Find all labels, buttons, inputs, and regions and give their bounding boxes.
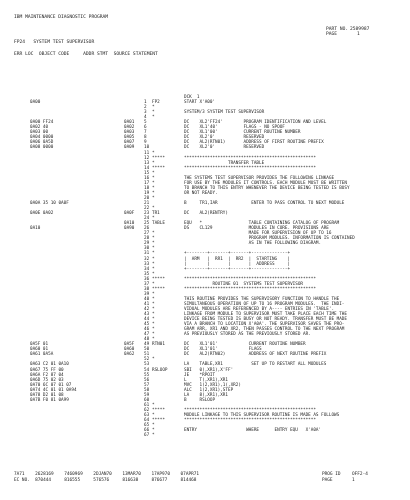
listing-stmt: 29 xyxy=(144,241,150,247)
listing-addr: 0A01 xyxy=(124,120,135,126)
listing-addr: 0A5F xyxy=(124,342,135,348)
listing-loc: 0A03 00 xyxy=(30,130,49,136)
listing-stmt: 13 xyxy=(144,160,150,166)
page-number: 1 xyxy=(357,32,360,37)
prog-id-label: PROG ID xyxy=(322,472,341,477)
listing-src: DC XL1'01' FLAGS xyxy=(184,347,262,353)
listing-src: DEVICE BEING TESTED IS BUSY OR NOT READY. TRANSFER MUST BE MADE xyxy=(184,317,347,323)
listing-stmt: 63 xyxy=(144,412,150,418)
listing-src: | ARM | RR1 | RR2 | STARTING | xyxy=(184,256,291,262)
listing-stmt: 60 xyxy=(144,397,150,403)
listing-src: *************************************************** xyxy=(184,418,316,423)
listing-src: | | | | ADDRESS | xyxy=(184,261,291,267)
listing-addr: 0A0F xyxy=(124,211,135,217)
listing-stmt: 46 xyxy=(144,327,150,333)
prog-id: OFF2-4 xyxy=(352,472,368,477)
listing-stmt: 30 xyxy=(144,246,150,252)
listing-src: SBI 0(,XR1),X'FF' xyxy=(184,367,234,373)
listing-stmt: 35 xyxy=(144,271,150,277)
listing-src: EQU * TABLE CONTAINING CATALOG OF PROGRAM xyxy=(184,221,340,227)
listing-loc: 0A74 4C 01 01 0A94 xyxy=(30,387,77,393)
listing-loc: 0A04 0000 xyxy=(30,135,54,141)
listing-loc: 0A0E 0A02 xyxy=(30,211,54,217)
listing-lbl: * xyxy=(152,332,155,338)
listing-src: DC XL1'01' CURRENT ROUTINE NUMBER xyxy=(184,342,306,348)
listing-stmt: 48 xyxy=(144,337,150,343)
listing-lbl: ***** xyxy=(152,276,165,282)
listing-src: FOR USE BY THE MODULES IT CONTROLS. EACH MODULE MUST BE WRITTEN xyxy=(184,180,347,186)
listing-src: VIDUAL MODULES ARE REFERENCED BY A---- ENTRIES IN 'TABLE'. xyxy=(184,306,335,312)
listing-src: DC XL2'FF24' PROGRAM IDENTIFICATION AND LEVEL xyxy=(184,120,327,126)
listing-src: *************************************************** xyxy=(184,165,316,171)
listing-stmt: 57 xyxy=(144,382,150,388)
listing-lbl: * xyxy=(152,291,155,297)
listing-stmt: 56 xyxy=(144,377,150,383)
listing-addr: 0A03 xyxy=(124,130,135,136)
listing-stmt: 33 xyxy=(144,261,150,267)
section-title: FP24 SYSTEM TEST SUPERVISOR xyxy=(14,40,95,45)
listing-lbl: ***** xyxy=(152,418,165,423)
listing-stmt: 11 xyxy=(144,150,150,156)
listing-stmt: 20 xyxy=(144,195,150,201)
listing-src: AS IN THE FOLLOWING DIAGRAM. xyxy=(184,241,322,247)
listing-src: AS PREVIOUSLY STORED AS THE PREVIOUSLY STORED AR. xyxy=(184,332,311,338)
listing-src: PROGRAM MODULES. INFORMATION IS CONTAINED xyxy=(184,236,355,242)
footer-page-label: PAGE xyxy=(322,478,333,483)
listing-stmt: 53 xyxy=(144,362,150,368)
listing-lbl: * xyxy=(152,306,155,312)
listing-src: DC XL2'0' RESERVED xyxy=(184,145,265,151)
listing-stmt: 21 xyxy=(144,200,150,206)
listing-src: DC XL2'0' RESERVED xyxy=(184,135,265,141)
listing-stmt: 18 xyxy=(144,185,150,191)
listing-stmt: 45 xyxy=(144,322,150,328)
listing-src: DC XL1'40' FLAGS - NO SPOOF xyxy=(184,125,285,131)
listing-stmt: 22 xyxy=(144,206,150,212)
listing-stmt: 38 xyxy=(144,286,150,292)
listing-stmt: 8 xyxy=(144,135,147,141)
listing-stmt: 10 xyxy=(144,145,150,151)
listing-addr: 0A02 xyxy=(124,125,135,131)
listing-lbl: * xyxy=(152,231,155,237)
listing-loc: 0A67 75 FF 00 xyxy=(30,367,64,373)
listing-lbl: * xyxy=(152,301,155,307)
listing-lbl: * xyxy=(152,281,155,287)
listing-src: DS CL129 MODULES IN CORE. PROVISIONS ARE xyxy=(184,226,329,232)
listing-src: *************************************************** xyxy=(184,407,316,413)
listing-src: GRAM ARR, XR1 AND XR2, THEN PASSES CONTROL TO THE NEXT PROGRAM xyxy=(184,327,345,333)
listing-lbl: * xyxy=(152,170,155,176)
listing-lbl: * xyxy=(152,266,155,272)
listing-stmt: 19 xyxy=(144,190,150,196)
listing-lbl: * xyxy=(152,271,155,277)
listing-src: LA 8(,XR1),XR1 xyxy=(184,392,228,398)
listing-lbl: * xyxy=(152,236,155,242)
listing-lbl: ***** xyxy=(152,407,165,413)
listing-stmt: 14 xyxy=(144,165,150,171)
listing-loc: 0A00 xyxy=(30,100,41,106)
listing-src: *************************************************** xyxy=(184,155,316,161)
listing-stmt: 32 xyxy=(144,256,150,262)
listing-addr: 0A62 xyxy=(124,352,135,358)
listing-stmt: 6 xyxy=(144,125,147,131)
listing-stmt: 55 xyxy=(144,372,150,378)
listing-stmt: 43 xyxy=(144,312,150,318)
listing-loc: 0A70 6C 07 01 07 xyxy=(30,382,72,388)
listing-stmt: 61 xyxy=(144,402,150,408)
listing-stmt: 16 xyxy=(144,175,150,181)
listing-stmt: 25 xyxy=(144,221,150,227)
listing-stmt: 49 xyxy=(144,342,150,348)
listing-loc: 0A5F 01 xyxy=(30,342,49,348)
listing-stmt: 26 xyxy=(144,226,150,232)
listing-src: TRANSFER TABLE xyxy=(184,160,265,166)
listing-stmt: 59 xyxy=(144,392,150,398)
listing-src: ENTRY WHERE ENTRY EQU X'A0A' xyxy=(184,428,322,434)
listing-src: SYSTEM/3 SYSTEM TEST SUPERVISOR xyxy=(184,110,265,116)
listing-stmt: 7 xyxy=(144,130,147,136)
listing-lbl: * xyxy=(152,402,155,408)
listing-lbl: * xyxy=(152,256,155,262)
listing-src: TO BRANCH TO THIS ENTRY WHENEVER THE DEVICE BEING TESTED IS BUSY xyxy=(184,185,350,191)
listing-stmt: 58 xyxy=(144,387,150,393)
listing-loc: 0A0A 35 10 0A0F xyxy=(30,200,69,206)
listing-stmt: 44 xyxy=(144,317,150,323)
listing-loc: 0A7B F0 81 0A99 xyxy=(30,397,69,403)
listing-loc: 0A61 0A5A xyxy=(30,352,54,358)
listing-src: THE SYSTEMS TEST SUPERVISOR PROVIDES THE FOLLOWING LINKAGE xyxy=(184,175,335,181)
listing-lbl: * xyxy=(152,180,155,186)
listing-stmt: 36 xyxy=(144,276,150,282)
listing-lbl: * xyxy=(152,312,155,318)
listing-lbl: * xyxy=(152,322,155,328)
listing-lbl: * xyxy=(152,185,155,191)
listing-src: VIA A BRANCH TO LOCATION X'A0A'. THE SUPERVISOR SAVES THE PRO- xyxy=(184,322,345,328)
listing-lbl: ***** xyxy=(152,286,165,292)
listing-addr: 0A05 xyxy=(124,135,135,141)
listing-lbl: * xyxy=(152,412,155,418)
listing-lbl: * xyxy=(152,110,155,116)
listing-src: DC AL2(RTN01) ADDRESS OF FIRST ROUTINE PREFIX xyxy=(184,140,324,146)
listing-lbl: RSLOOP xyxy=(152,367,168,373)
listing-stmt: 31 xyxy=(144,251,150,257)
listing-stmt: 40 xyxy=(144,296,150,302)
listing-lbl: * xyxy=(152,261,155,267)
listing-lbl: * xyxy=(152,423,155,429)
listing-src: DC XL1'00' CURRENT ROUTINE NUMBER xyxy=(184,130,301,136)
listing-stmt: 3 xyxy=(144,110,147,116)
listing-src: B TR1,IAR ENTER TO PASS CONTROL TO NEXT MODULE xyxy=(184,200,345,206)
listing-loc: 0A00 FF24 xyxy=(30,120,54,126)
listing-loc: 0A60 01 xyxy=(30,347,49,353)
part-number: 2589987 xyxy=(350,27,370,32)
listing-addr: 0A07 xyxy=(124,140,135,146)
listing-src: LINKAGE FROM MODULE TO SUPERVISOR MUST TAKE PLACE EACH TIME THE xyxy=(184,312,347,318)
listing-src: +--------+-------+-------+--------------+ xyxy=(184,266,291,272)
listing-src: MVC 1(2,XR1),1(,XR2) xyxy=(184,382,241,388)
footer-ec-numbers: EC NO. 870444 816555 576576 816638 876677 814468 xyxy=(14,478,197,483)
listing-loc: 0A10 xyxy=(30,226,41,232)
listing-lbl: * xyxy=(152,190,155,196)
listing-stmt: 1 xyxy=(144,100,147,106)
listing-stmt: 54 xyxy=(144,367,150,373)
listing-lbl: FP2 xyxy=(152,100,160,106)
listing-stmt: 12 xyxy=(144,155,150,161)
listing-src: OR NOT READY. xyxy=(184,190,218,196)
listing-lbl: * xyxy=(152,327,155,333)
listing-lbl: * xyxy=(152,175,155,181)
listing-lbl: * xyxy=(152,206,155,212)
listing-stmt: 65 xyxy=(144,423,150,429)
listing-src: START X'A00' xyxy=(184,100,216,106)
listing-lbl: * xyxy=(152,195,155,201)
listing-stmt: 28 xyxy=(144,236,150,242)
listing-src: DC AL2(RTN02) ADDRESS OF NEXT ROUTINE PREFIX xyxy=(184,352,327,358)
listing-addr: 0A09 xyxy=(124,145,135,151)
listing-lbl: ***** xyxy=(152,165,165,171)
listing-stmt: 37 xyxy=(144,281,150,287)
listing-src: DCK 1 xyxy=(184,95,200,100)
listing-lbl: TR1 xyxy=(152,211,160,217)
listing-src: B RSLOOP xyxy=(184,397,216,403)
listing-loc: 0A6A F2 87 04 xyxy=(30,372,64,378)
listing-stmt: 15 xyxy=(144,170,150,176)
listing-lbl: * xyxy=(152,317,155,323)
listing-lbl: * xyxy=(152,216,155,222)
program-title: IBM MAINTENANCE DIAGNOSTIC PROGRAM xyxy=(14,15,109,20)
listing-stmt: 5 xyxy=(144,120,147,126)
listing-addr: 0A90 xyxy=(124,226,135,232)
listing-lbl: * xyxy=(152,296,155,302)
listing-stmt: 23 xyxy=(144,211,150,217)
listing-stmt: 51 xyxy=(144,352,150,358)
listing-stmt: 47 xyxy=(144,332,150,338)
listing-lbl: * xyxy=(152,337,155,343)
listing-src: MODULE LINKAGE TO THIS SUPERVISOR ROUTINE IS MADE AS FOLLOWS xyxy=(184,412,340,418)
listing-stmt: 67 xyxy=(144,433,150,439)
listing-loc: 0A78 D2 01 08 xyxy=(30,392,64,398)
listing-src: LA TABLE,XR1 SET UP TO RESTART ALL MODULES xyxy=(184,362,327,368)
column-headings: ERR LOC OBJECT CODE ADDR STMT SOURCE STATEMENT xyxy=(14,52,158,57)
listing-stmt: 42 xyxy=(144,306,150,312)
listing-loc: 0A08 0000 xyxy=(30,145,54,151)
listing-lbl: * xyxy=(152,115,155,121)
listing-src: ROUTINE 01 SYSTEMS TEST SUPERVISOR xyxy=(184,281,303,287)
listing-src: MADE FOR SUPERVISION OF UP TO 16 xyxy=(184,231,332,237)
listing-stmt: 9 xyxy=(144,140,147,146)
listing-stmt: 66 xyxy=(144,428,150,434)
part-number-label: PART NO. xyxy=(326,27,349,32)
footer-page-number: 1 xyxy=(352,478,355,483)
listing-loc: 0A02 40 xyxy=(30,125,49,131)
listing-src: +--------+-------+-------+--------------+ xyxy=(184,251,291,257)
listing-addr: 0A10 xyxy=(124,221,135,227)
listing-lbl: * xyxy=(152,246,155,252)
listing-stmt: 4 xyxy=(144,115,147,121)
listing-lbl: * xyxy=(152,357,155,363)
listing-lbl: * xyxy=(152,428,155,434)
listing-src: JE *RPOIT xyxy=(184,372,216,378)
listing-row xyxy=(0,433,410,438)
listing-stmt: 39 xyxy=(144,291,150,297)
listing-src: ALC 1(2,XR1),STEP xyxy=(184,387,234,393)
listing-lbl: * xyxy=(152,241,155,247)
listing-stmt: 52 xyxy=(144,357,150,363)
listing-src: DC AL2(RENTRY) xyxy=(184,211,228,217)
listing-stmt: 34 xyxy=(144,266,150,272)
listing-addr: 0A60 xyxy=(124,347,135,353)
listing-stmt: 50 xyxy=(144,347,150,353)
listing-loc: 0A63 C2 01 0A10 xyxy=(30,362,69,368)
listing-stmt: 2 xyxy=(144,105,147,111)
listing-src: THIS ROUTINE PROVIDES THE SUPERVISORY FUNCTION TO HANDLE THE xyxy=(184,296,340,302)
listing-stmt: 41 xyxy=(144,301,150,307)
listing-lbl: * xyxy=(152,251,155,257)
listing-stmt: 17 xyxy=(144,180,150,186)
listing-lbl: * xyxy=(152,160,155,166)
listing-lbl: * xyxy=(152,105,155,111)
listing-stmt: 27 xyxy=(144,231,150,237)
listing-lbl: RTN01 xyxy=(152,342,165,348)
listing-src: L T(,XR1),XR1 xyxy=(184,377,228,383)
listing-lbl: ***** xyxy=(152,155,165,161)
listing-src: *************************************************** xyxy=(184,286,316,292)
listing-lbl: TABLE xyxy=(152,221,165,227)
source-listing xyxy=(0,95,410,438)
footer-ec-dates: 7A71 2628169 7460969 2DJAN70 13MAR70 17AP970 07APR71 xyxy=(14,472,200,477)
page-label: PAGE xyxy=(326,32,338,37)
listing-loc: 0A06 0A5D xyxy=(30,140,54,146)
listing-stmt: 24 xyxy=(144,216,150,222)
listing-src: *************************************************** xyxy=(184,276,316,282)
listing-lbl: * xyxy=(152,150,155,156)
listing-src: SIMULTANEOUS OPERATION OF UP TO 16 PROGRAM MODULES. THE INDI- xyxy=(184,301,345,307)
listing-stmt: 62 xyxy=(144,407,150,413)
listing-lbl: * xyxy=(152,433,155,439)
listing-loc: 0A6D 75 02 03 xyxy=(30,377,64,383)
listing-stmt: 64 xyxy=(144,418,150,423)
